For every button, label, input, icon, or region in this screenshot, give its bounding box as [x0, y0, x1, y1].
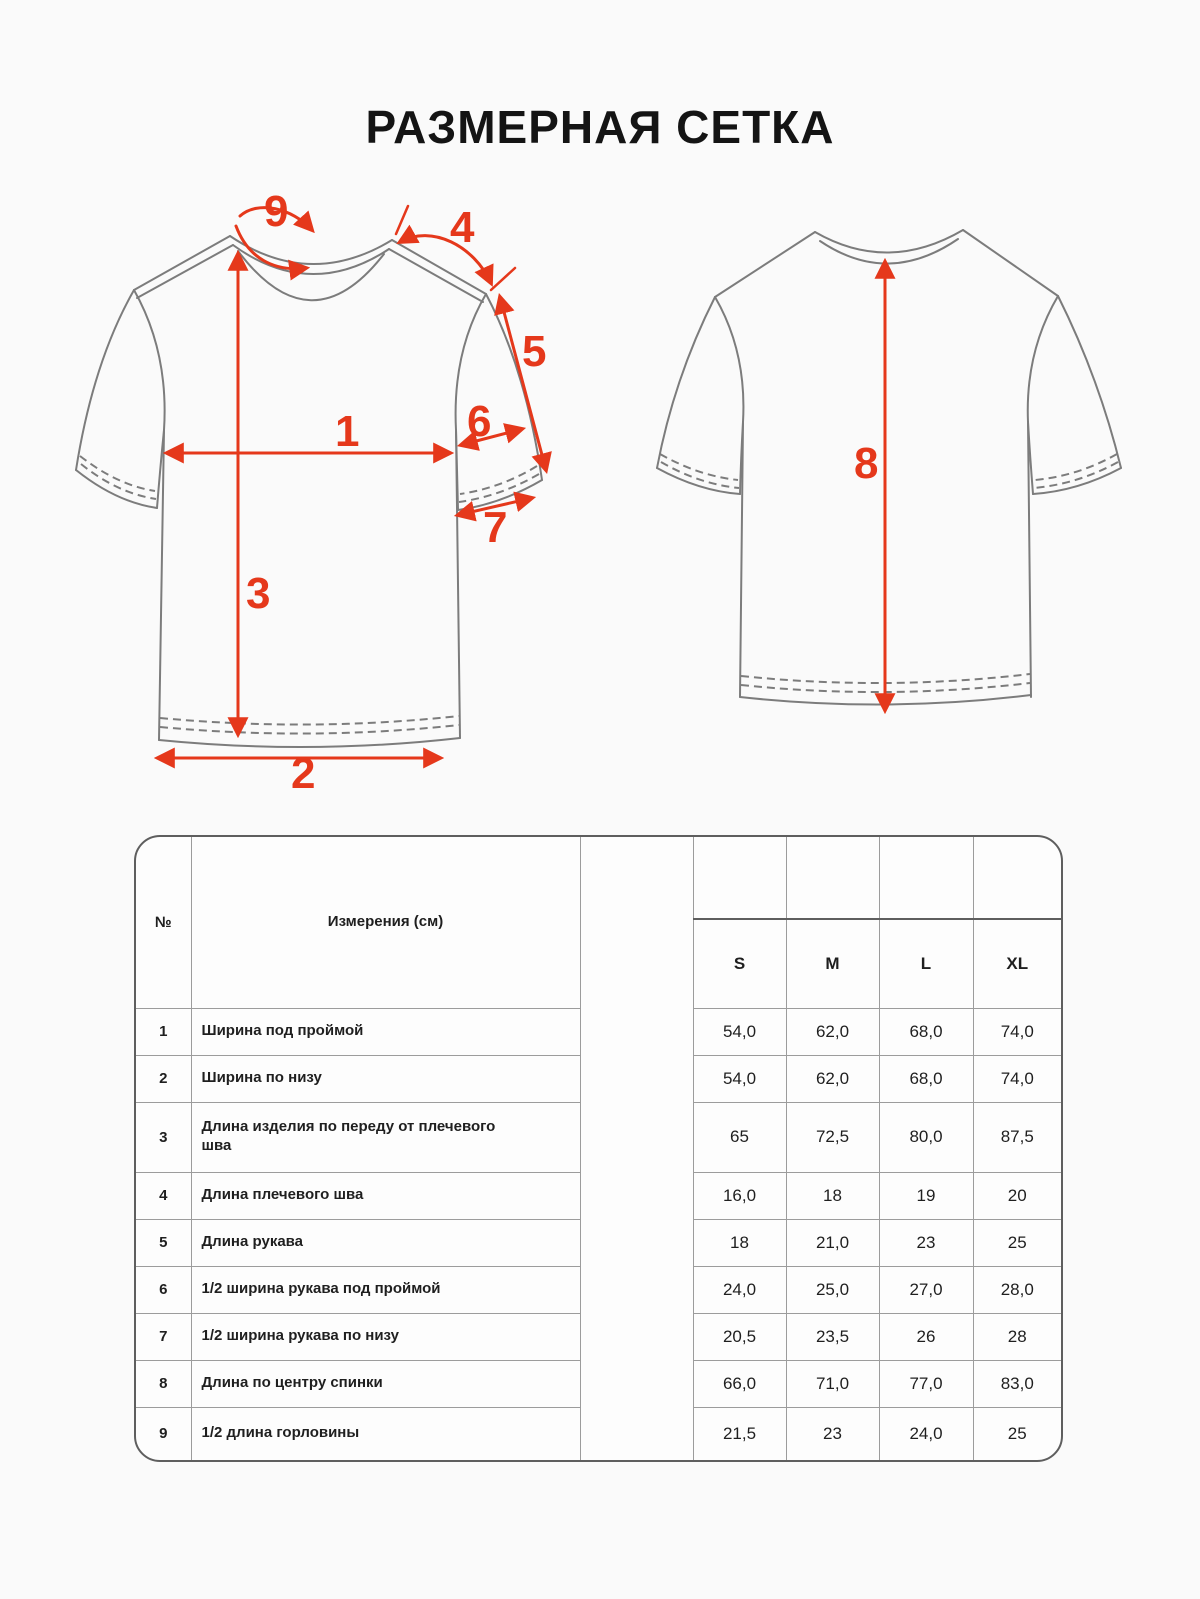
label-6: 6 [467, 397, 492, 446]
value-cell: 54,0 [693, 1055, 786, 1102]
value-cell: 25,0 [786, 1266, 879, 1313]
col-header-num: № [136, 837, 191, 1008]
value-cell: 71,0 [786, 1360, 879, 1407]
measure-label-cell: Длина по центру спинки [191, 1360, 580, 1407]
label-7: 7 [483, 503, 508, 552]
label-8: 8 [854, 439, 879, 488]
value-cell: 19 [879, 1172, 973, 1219]
tshirt-back-diagram [630, 200, 1150, 760]
measure-label-cell: 1/2 ширина рукава под проймой [191, 1266, 580, 1313]
measure-tick [396, 206, 408, 234]
table-row [136, 1172, 1061, 1219]
table-row [136, 1313, 1061, 1360]
value-cell: 20,5 [693, 1313, 786, 1360]
label-1: 1 [335, 407, 360, 456]
value-cell: 68,0 [879, 1008, 973, 1055]
row-num-cell: 6 [136, 1266, 191, 1313]
page-title: РАЗМЕРНАЯ СЕТКА [365, 101, 835, 153]
table-row [136, 1055, 1061, 1102]
measure-label-cell: Длина изделия по переду от плечевого шва [191, 1102, 580, 1172]
value-cell: 20 [973, 1172, 1061, 1219]
measure-label-cell: Длина рукава [191, 1219, 580, 1266]
size-header-spacer [786, 837, 879, 919]
back-measure-arrows [854, 262, 885, 710]
value-cell: 23 [786, 1407, 879, 1460]
label-4: 4 [450, 203, 475, 252]
measure-label-cell: 1/2 ширина рукава по низу [191, 1313, 580, 1360]
value-cell: 28 [973, 1313, 1061, 1360]
table-row [136, 1102, 1061, 1172]
value-cell: 62,0 [786, 1008, 879, 1055]
row-num-cell: 4 [136, 1172, 191, 1219]
value-cell: 68,0 [879, 1055, 973, 1102]
label-2: 2 [291, 749, 316, 798]
hem-stitch-line [160, 725, 459, 734]
value-cell: 26 [879, 1313, 973, 1360]
value-cell: 74,0 [973, 1055, 1061, 1102]
table-spacer-column [580, 837, 693, 1008]
size-table [134, 835, 1063, 1462]
value-cell: 24,0 [693, 1266, 786, 1313]
size-col-header-s: S [693, 919, 786, 1008]
arrow-4-shoulder-seam [400, 236, 491, 283]
value-cell: 27,0 [879, 1266, 973, 1313]
row-num-cell: 7 [136, 1313, 191, 1360]
value-cell: 18 [693, 1219, 786, 1266]
value-cell: 54,0 [693, 1008, 786, 1055]
value-cell: 21,0 [786, 1219, 879, 1266]
label-9: 9 [264, 187, 289, 236]
sleeve-stitch-line [80, 456, 155, 491]
row-num-cell: 8 [136, 1360, 191, 1407]
measure-label-cell: 1/2 длина горловины [191, 1407, 580, 1460]
value-cell: 87,5 [973, 1102, 1061, 1172]
front-measure-arrows [158, 187, 546, 798]
arrow-5-sleeve-length [500, 297, 546, 470]
value-cell: 77,0 [879, 1360, 973, 1407]
row-num-cell: 2 [136, 1055, 191, 1102]
table-row [136, 1407, 1061, 1460]
row-num-cell: 1 [136, 1008, 191, 1055]
value-cell: 65 [693, 1102, 786, 1172]
size-header-spacer [973, 837, 1061, 919]
tshirt-front-diagram [60, 180, 580, 800]
value-cell: 23,5 [786, 1313, 879, 1360]
size-header-spacer [693, 837, 786, 919]
label-5: 5 [522, 327, 547, 376]
label-3: 3 [246, 569, 271, 618]
measure-tick [491, 268, 515, 290]
size-col-header-xl: XL [973, 919, 1061, 1008]
size-header-spacer [879, 837, 973, 919]
row-num-cell: 5 [136, 1219, 191, 1266]
value-cell: 72,5 [786, 1102, 879, 1172]
value-cell: 74,0 [973, 1008, 1061, 1055]
measure-label-cell: Ширина под проймой [191, 1008, 580, 1055]
value-cell: 80,0 [879, 1102, 973, 1172]
row-num-cell: 9 [136, 1407, 191, 1460]
hem-stitch-line [160, 716, 459, 725]
value-cell: 83,0 [973, 1360, 1061, 1407]
tshirt-front-outline [76, 236, 542, 747]
row-num-cell: 3 [136, 1102, 191, 1172]
value-cell: 16,0 [693, 1172, 786, 1219]
table-row [136, 1266, 1061, 1313]
table-row [136, 1360, 1061, 1407]
value-cell: 25 [973, 1407, 1061, 1460]
measure-label-cell: Ширина по низу [191, 1055, 580, 1102]
value-cell: 28,0 [973, 1266, 1061, 1313]
tshirt-back-outline [657, 230, 1121, 705]
value-cell: 25 [973, 1219, 1061, 1266]
value-cell: 66,0 [693, 1360, 786, 1407]
value-cell: 24,0 [879, 1407, 973, 1460]
size-col-header-m: M [786, 919, 879, 1008]
size-table-grid [136, 837, 1061, 1460]
table-row [136, 1008, 1061, 1055]
size-col-header-l: L [879, 919, 973, 1008]
col-header-measure: Измерения (см) [191, 837, 580, 1008]
table-row [136, 1219, 1061, 1266]
value-cell: 23 [879, 1219, 973, 1266]
measure-label-cell: Длина плечевого шва [191, 1172, 580, 1219]
value-cell: 62,0 [786, 1055, 879, 1102]
value-cell: 21,5 [693, 1407, 786, 1460]
value-cell: 18 [786, 1172, 879, 1219]
